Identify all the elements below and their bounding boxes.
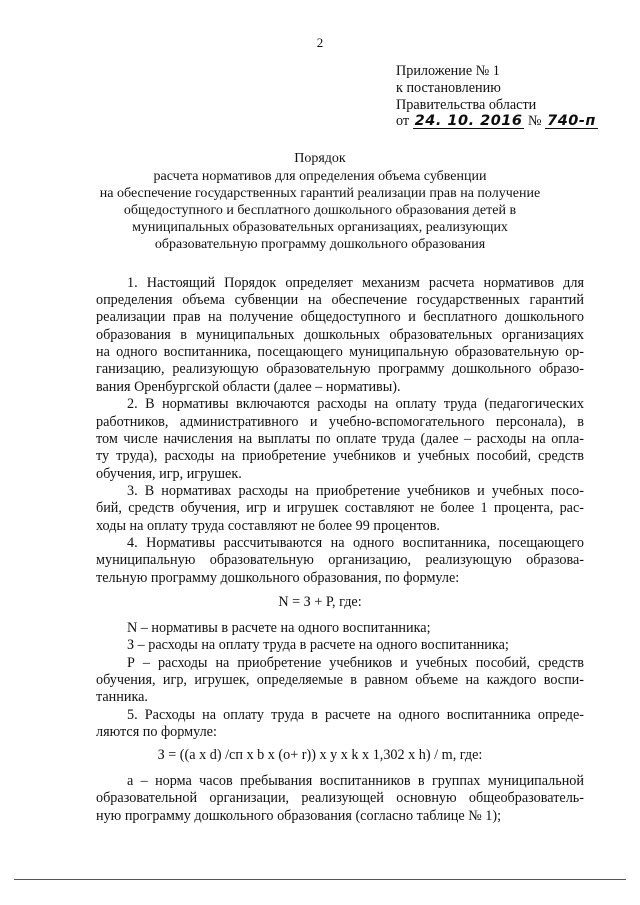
definition-line: N – нормативы в расчете на одного воспитанника; [127, 620, 431, 636]
definition-line: З – расходы на оплату труда в расчете на одного воспитанника; [127, 637, 509, 653]
definition-a-line: ную программу дошкольного образования (согласно таблице № 1); [96, 808, 502, 824]
document-heading: Порядок [294, 151, 346, 166]
para-2-line: обучения, игр, игрушек. [96, 466, 242, 482]
definition-line: обучения, игр, игрушек, определяемые в равном объеме на каждого воспи- [96, 672, 584, 688]
title-line: муниципальных образовательных организациях, реализующих [132, 220, 508, 235]
page-bottom-divider [14, 879, 626, 880]
title-line: на обеспечение государственных гарантий реализации прав на получение [99, 186, 541, 201]
definition-a-line: образовательной организации, реализующей основную общеобразователь- [96, 790, 584, 806]
title-line: образовательную программу дошкольного образования [154, 237, 486, 252]
formula-z: З = ((a x d) /cп x b x (o+ r)) x y x k x 1,302 x h) / m, где: [157, 747, 483, 763]
date-prefix: от [396, 113, 410, 129]
handwritten-date: 24. 10. 2016 [414, 113, 523, 129]
para-2-line: том числе начисления на выплаты по оплате труда (далее – расходы на опла- [96, 431, 584, 447]
para-4-line: тельную программу дошкольного образования, по формуле: [96, 570, 460, 586]
handwritten-number: 740-п [547, 113, 596, 129]
para-5-line: 5. Расходы на оплату труда в расчете на одного воспитанника опреде- [127, 707, 584, 723]
definition-line: танника. [96, 689, 148, 705]
para-1-line: определения объема субвенции на обеспечение государственных гарантий [96, 292, 584, 308]
para-4-line: муниципальную образовательную организацию, реализующую образова- [96, 552, 584, 568]
appendix-date-line [396, 113, 598, 131]
para-1-line: ганизацию, реализующую образовательную программу дошкольного образо- [96, 361, 584, 377]
page-number: 2 [316, 35, 324, 50]
para-3-line: 3. В нормативах расходы на приобретение учебников и учебных посо- [127, 483, 584, 499]
para-1-line: реализации прав на получение общедоступного и бесплатного дошкольного [96, 309, 584, 325]
para-3-line: ходы на оплату труда составляют не более 99 процентов. [96, 518, 440, 534]
para-4-line: 4. Нормативы рассчитываются на одного воспитанника, посещающего [127, 535, 584, 551]
para-1-line: вания Оренбургской области (далее – нормативы). [96, 379, 401, 395]
para-1-line: образования в муниципальных дошкольных образовательных организациях [96, 327, 584, 343]
definition-line: Р – расходы на приобретение учебников и учебных пособий, средств [127, 655, 584, 671]
para-1-line: 1. Настоящий Порядок определяет механизм расчета нормативов для [127, 275, 584, 291]
para-2-line: 2. В нормативы включаются расходы на оплату труда (педагогических [127, 396, 584, 412]
appendix-line-3: Правительства области [396, 97, 537, 113]
appendix-line-2: к постановлению [396, 80, 501, 96]
para-2-line: работников, административного и учебно-вспомогательного персонала), в [96, 414, 584, 430]
title-line: общедоступного и бесплатного дошкольного образования детей в [123, 203, 517, 218]
para-5-line: ляются по формуле: [96, 724, 217, 740]
definition-a-line: a – норма часов пребывания воспитанников в группах муниципальной [127, 773, 584, 789]
number-sign: № [528, 113, 542, 129]
para-2-line: ту труда), расходы на приобретение учебников и учебных пособий, средств [96, 448, 584, 464]
para-1-line: на одного воспитанника, посещающего муниципальную образовательную ор- [96, 344, 584, 360]
formula-n: N = З + Р, где: [278, 594, 362, 610]
para-3-line: бий, средств обучения, игр и игрушек составляют не более 1 процента, рас- [96, 500, 584, 516]
title-line: расчета нормативов для определения объема субвенции [153, 169, 487, 184]
appendix-line-1: Приложение № 1 [396, 63, 500, 79]
